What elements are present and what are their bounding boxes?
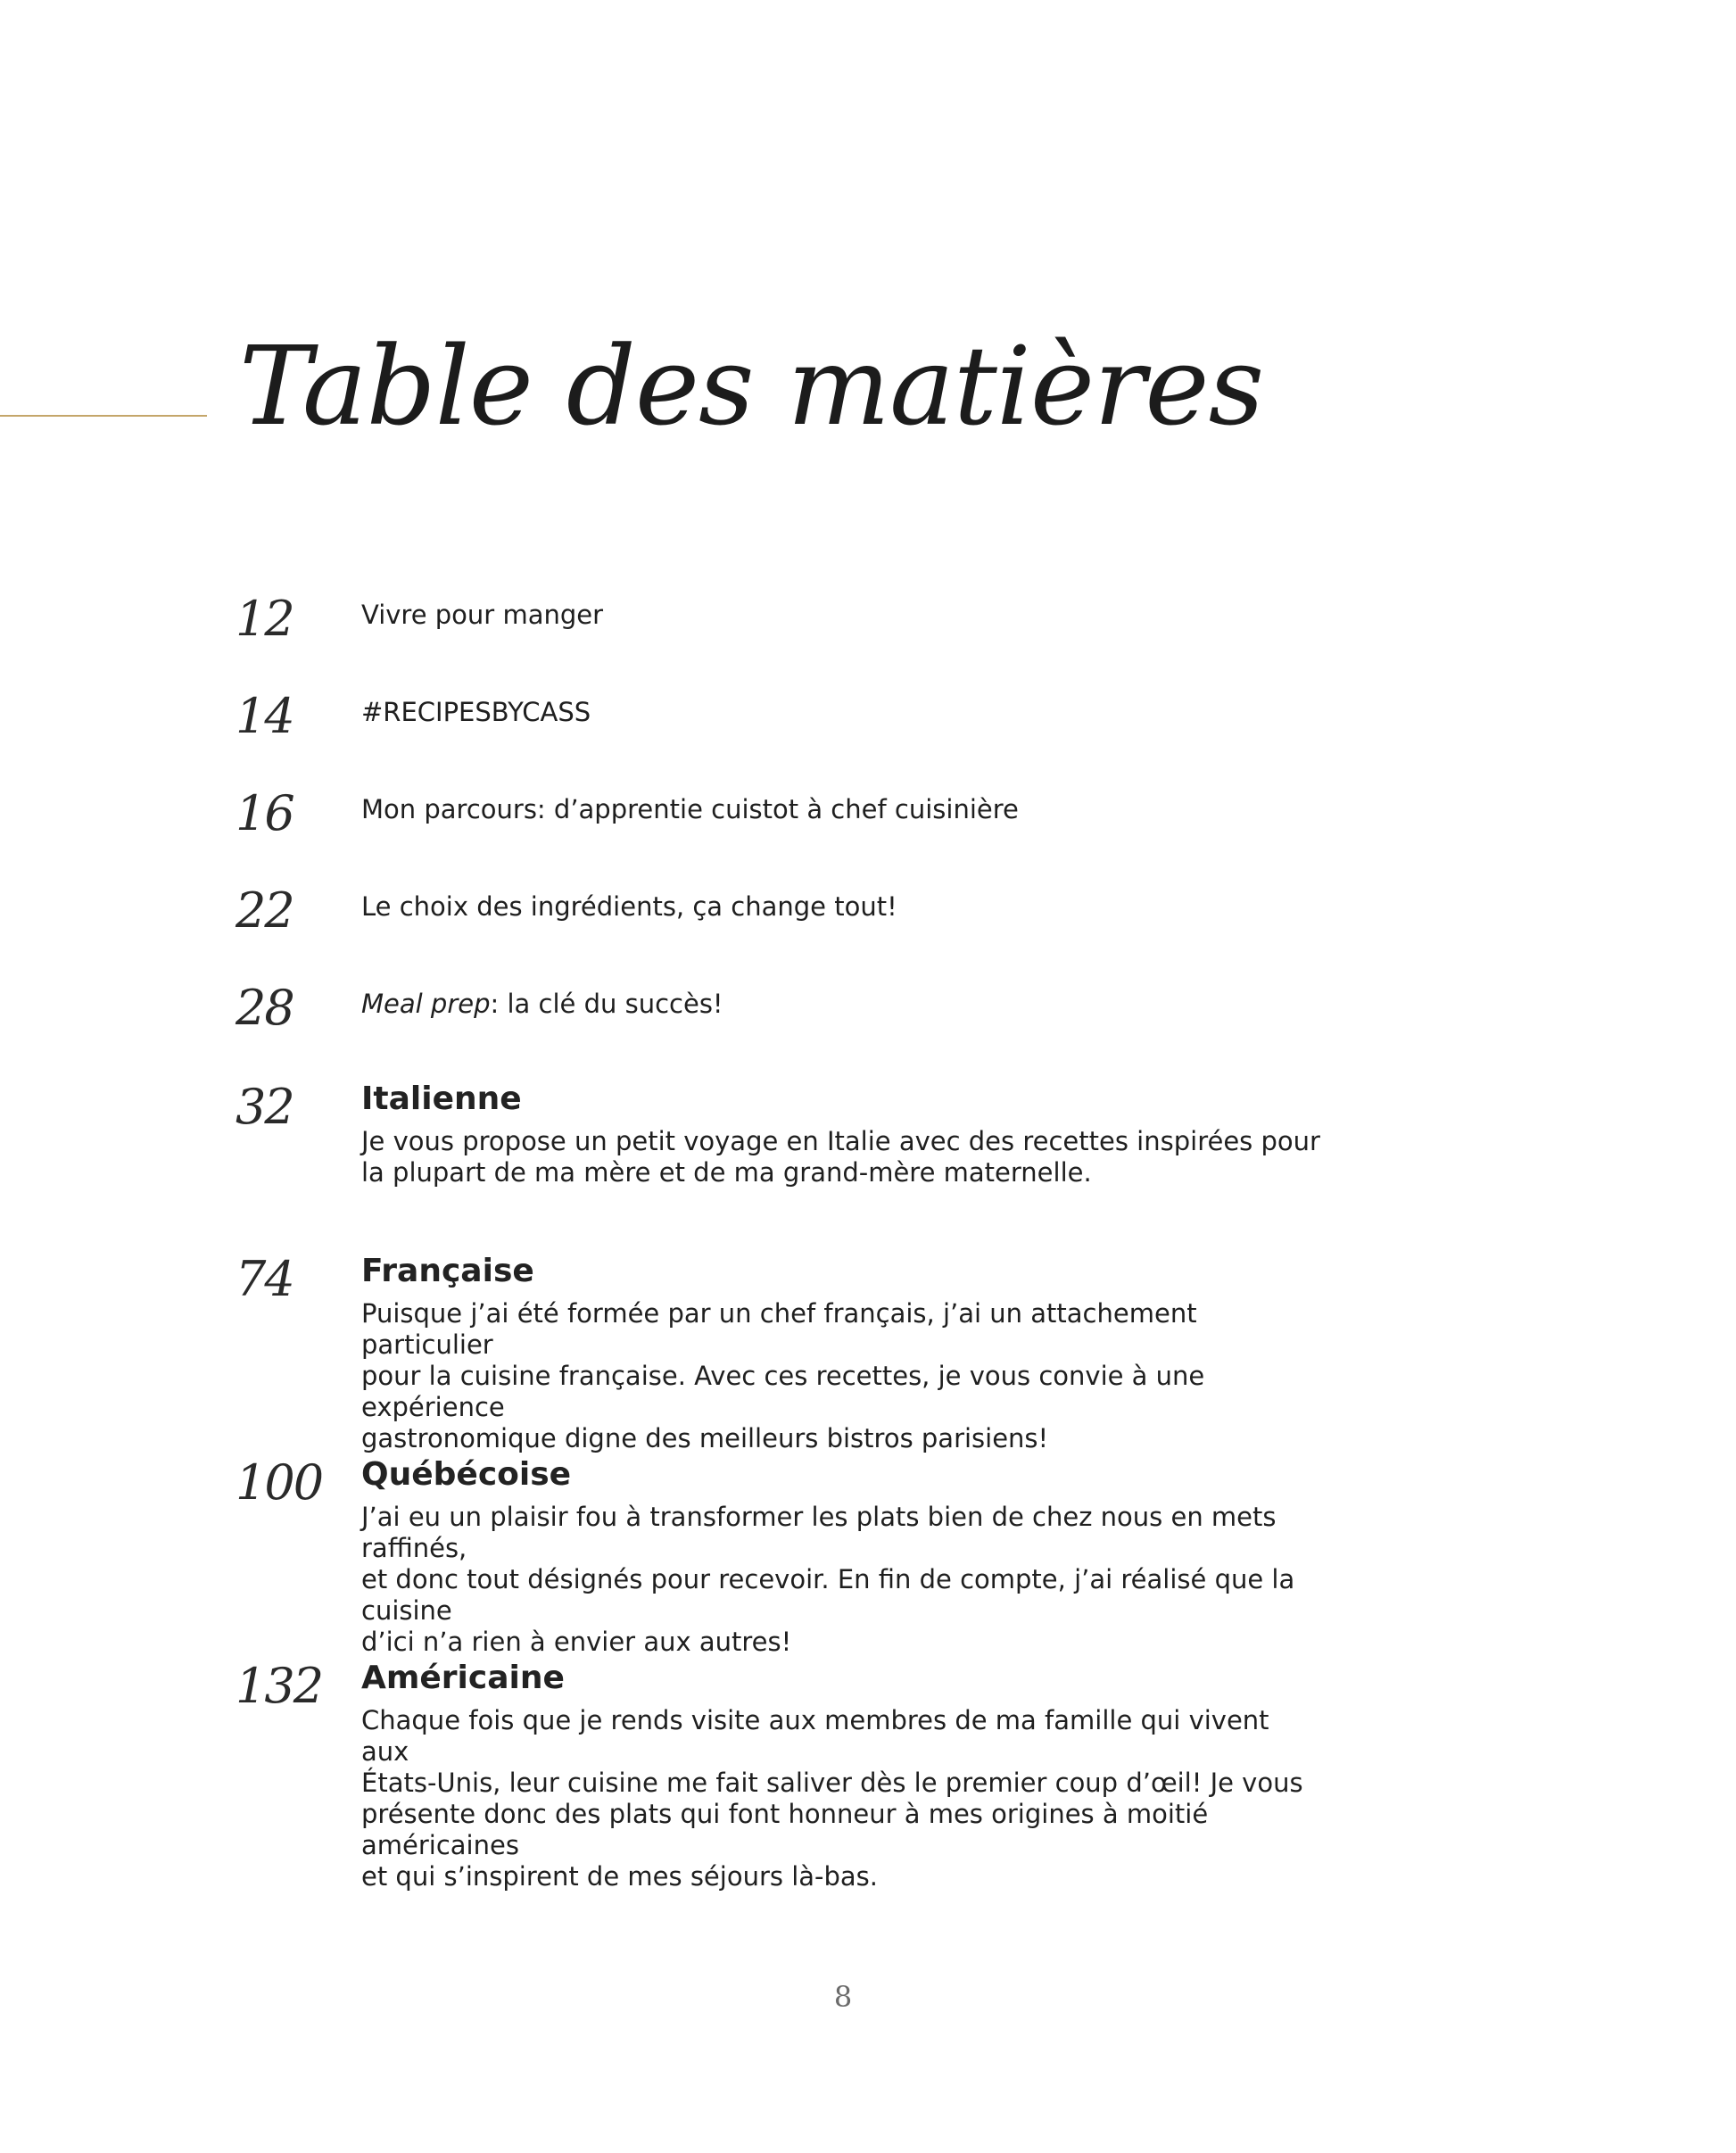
section-description (361, 1298, 1325, 1454)
description-line: et donc tout désignés pour recevoir. En fin de compte, j’ai réalisé que la cuisine (361, 1564, 1295, 1626)
toc-page-number: 74 (236, 1251, 293, 1307)
description-line: et qui s’inspirent de mes séjours là-bas. (361, 1861, 878, 1892)
toc-page-number: 132 (236, 1658, 323, 1714)
page-number: 8 (833, 1980, 853, 2014)
page-title: Table des matières (239, 323, 1264, 450)
toc-entry-title-italic: Meal prep (361, 989, 491, 1019)
accent-rule (0, 415, 207, 417)
description-line: présente donc des plats qui font honneur à mes origines à moitié américaines (361, 1799, 1209, 1860)
description-line: Je vous propose un petit voyage en Italie avec des recettes inspirées pour (361, 1126, 1320, 1156)
toc-page-number: 16 (236, 785, 293, 841)
description-line: États-Unis, leur cuisine me fait saliver dès le premier coup d’œil! Je vous (361, 1768, 1303, 1798)
toc-entry-title: Mon parcours: d’apprentie cuistot à chef cuisinière (361, 794, 1019, 824)
description-line: Puisque j’ai été formée par un chef français, j’ai un attachement particulier (361, 1298, 1197, 1360)
toc-page-number: 100 (236, 1454, 323, 1511)
toc-entry-title-rest: : la clé du succès! (490, 989, 723, 1019)
section-description (361, 1126, 1325, 1188)
section-heading: Française (361, 1253, 534, 1289)
description-line: pour la cuisine française. Avec ces recettes, je vous convie à une expérience (361, 1361, 1205, 1422)
toc-entry-title (361, 988, 1325, 1020)
toc-page-number: 22 (236, 882, 293, 939)
toc-entry-title: Vivre pour manger (361, 600, 604, 630)
toc-entry-title: #RECIPESBYCASS (361, 697, 591, 727)
description-line: J’ai eu un plaisir fou à transformer les plats bien de chez nous en mets raffinés, (361, 1502, 1277, 1563)
toc-page-number: 12 (236, 591, 293, 647)
section-description (361, 1502, 1325, 1658)
toc-page-number: 32 (236, 1079, 293, 1135)
section-heading: Québécoise (361, 1456, 572, 1493)
section-heading: Italienne (361, 1081, 522, 1117)
description-line: la plupart de ma mère et de ma grand-mère maternelle. (361, 1157, 1092, 1188)
toc-entry-title: Le choix des ingrédients, ça change tout! (361, 891, 897, 922)
description-line: d’ici n’a rien à envier aux autres! (361, 1627, 792, 1657)
section-description (361, 1705, 1325, 1892)
description-line: gastronomique digne des meilleurs bistros parisiens! (361, 1423, 1049, 1453)
section-heading: Américaine (361, 1660, 565, 1696)
toc-page-number: 28 (236, 980, 293, 1036)
toc-page-number: 14 (236, 688, 293, 744)
description-line: Chaque fois que je rends visite aux membres de ma famille qui vivent aux (361, 1705, 1269, 1767)
